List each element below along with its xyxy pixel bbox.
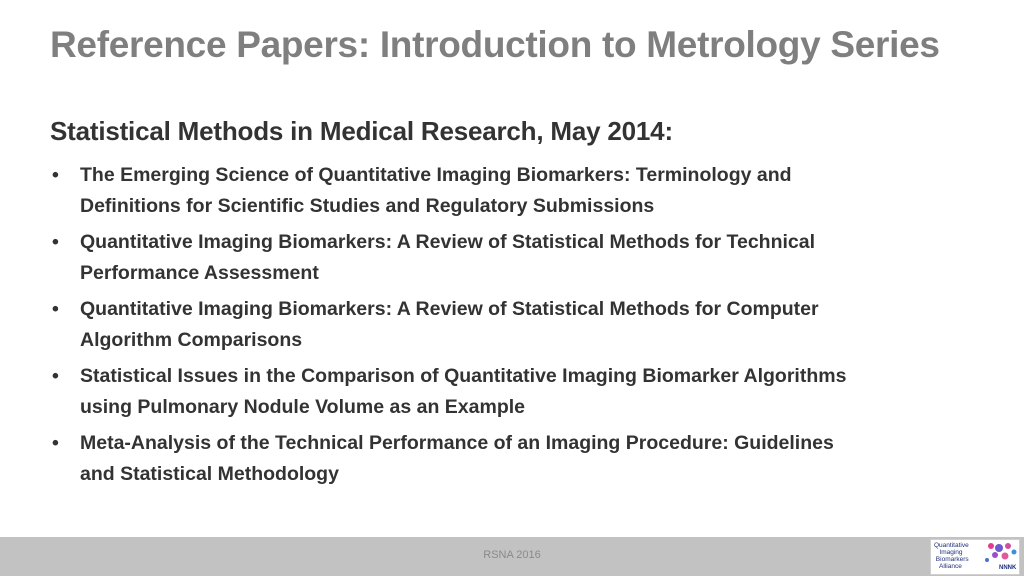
bullet-icon: •	[52, 298, 59, 320]
logo-text: Quantitative Imaging Biomarkers Alliance	[934, 542, 969, 570]
paper-list	[50, 160, 850, 495]
footer-text: RSNA 2016	[483, 549, 541, 561]
paper-title: Statistical Issues in the Comparison of Quantitative Imaging Biomarker Algorithms using Pulmonary Nodule Volume as an Example	[80, 365, 847, 418]
section-heading: Statistical Methods in Medical Research, May 2014:	[50, 116, 673, 146]
qiba-logo	[930, 539, 1020, 575]
logo-dots-icon	[979, 540, 1019, 574]
paper-title: Quantitative Imaging Biomarkers: A Review of Statistical Methods for Computer Algorithm Comparisons	[80, 298, 819, 351]
bullet-icon: •	[52, 164, 59, 186]
list-item	[50, 294, 850, 356]
bullet-icon: •	[52, 432, 59, 454]
paper-title: Meta-Analysis of the Technical Performance of an Imaging Procedure: Guidelines and Statistical Methodology	[80, 432, 834, 485]
paper-title: The Emerging Science of Quantitative Imaging Biomarkers: Terminology and Definitions for Scientific Studies and Regulatory Submissions	[80, 164, 792, 217]
logo-mark: NNNK	[999, 565, 1017, 571]
bullet-icon: •	[52, 365, 59, 387]
bullet-icon: •	[52, 231, 59, 253]
list-item	[50, 160, 850, 222]
list-item	[50, 227, 850, 289]
paper-title: Quantitative Imaging Biomarkers: A Review of Statistical Methods for Technical Performance Assessment	[80, 231, 816, 284]
list-item	[50, 428, 850, 490]
slide-title: Reference Papers: Introduction to Metrology Series	[50, 24, 940, 65]
footer-bar	[0, 537, 1024, 576]
list-item	[50, 361, 850, 423]
